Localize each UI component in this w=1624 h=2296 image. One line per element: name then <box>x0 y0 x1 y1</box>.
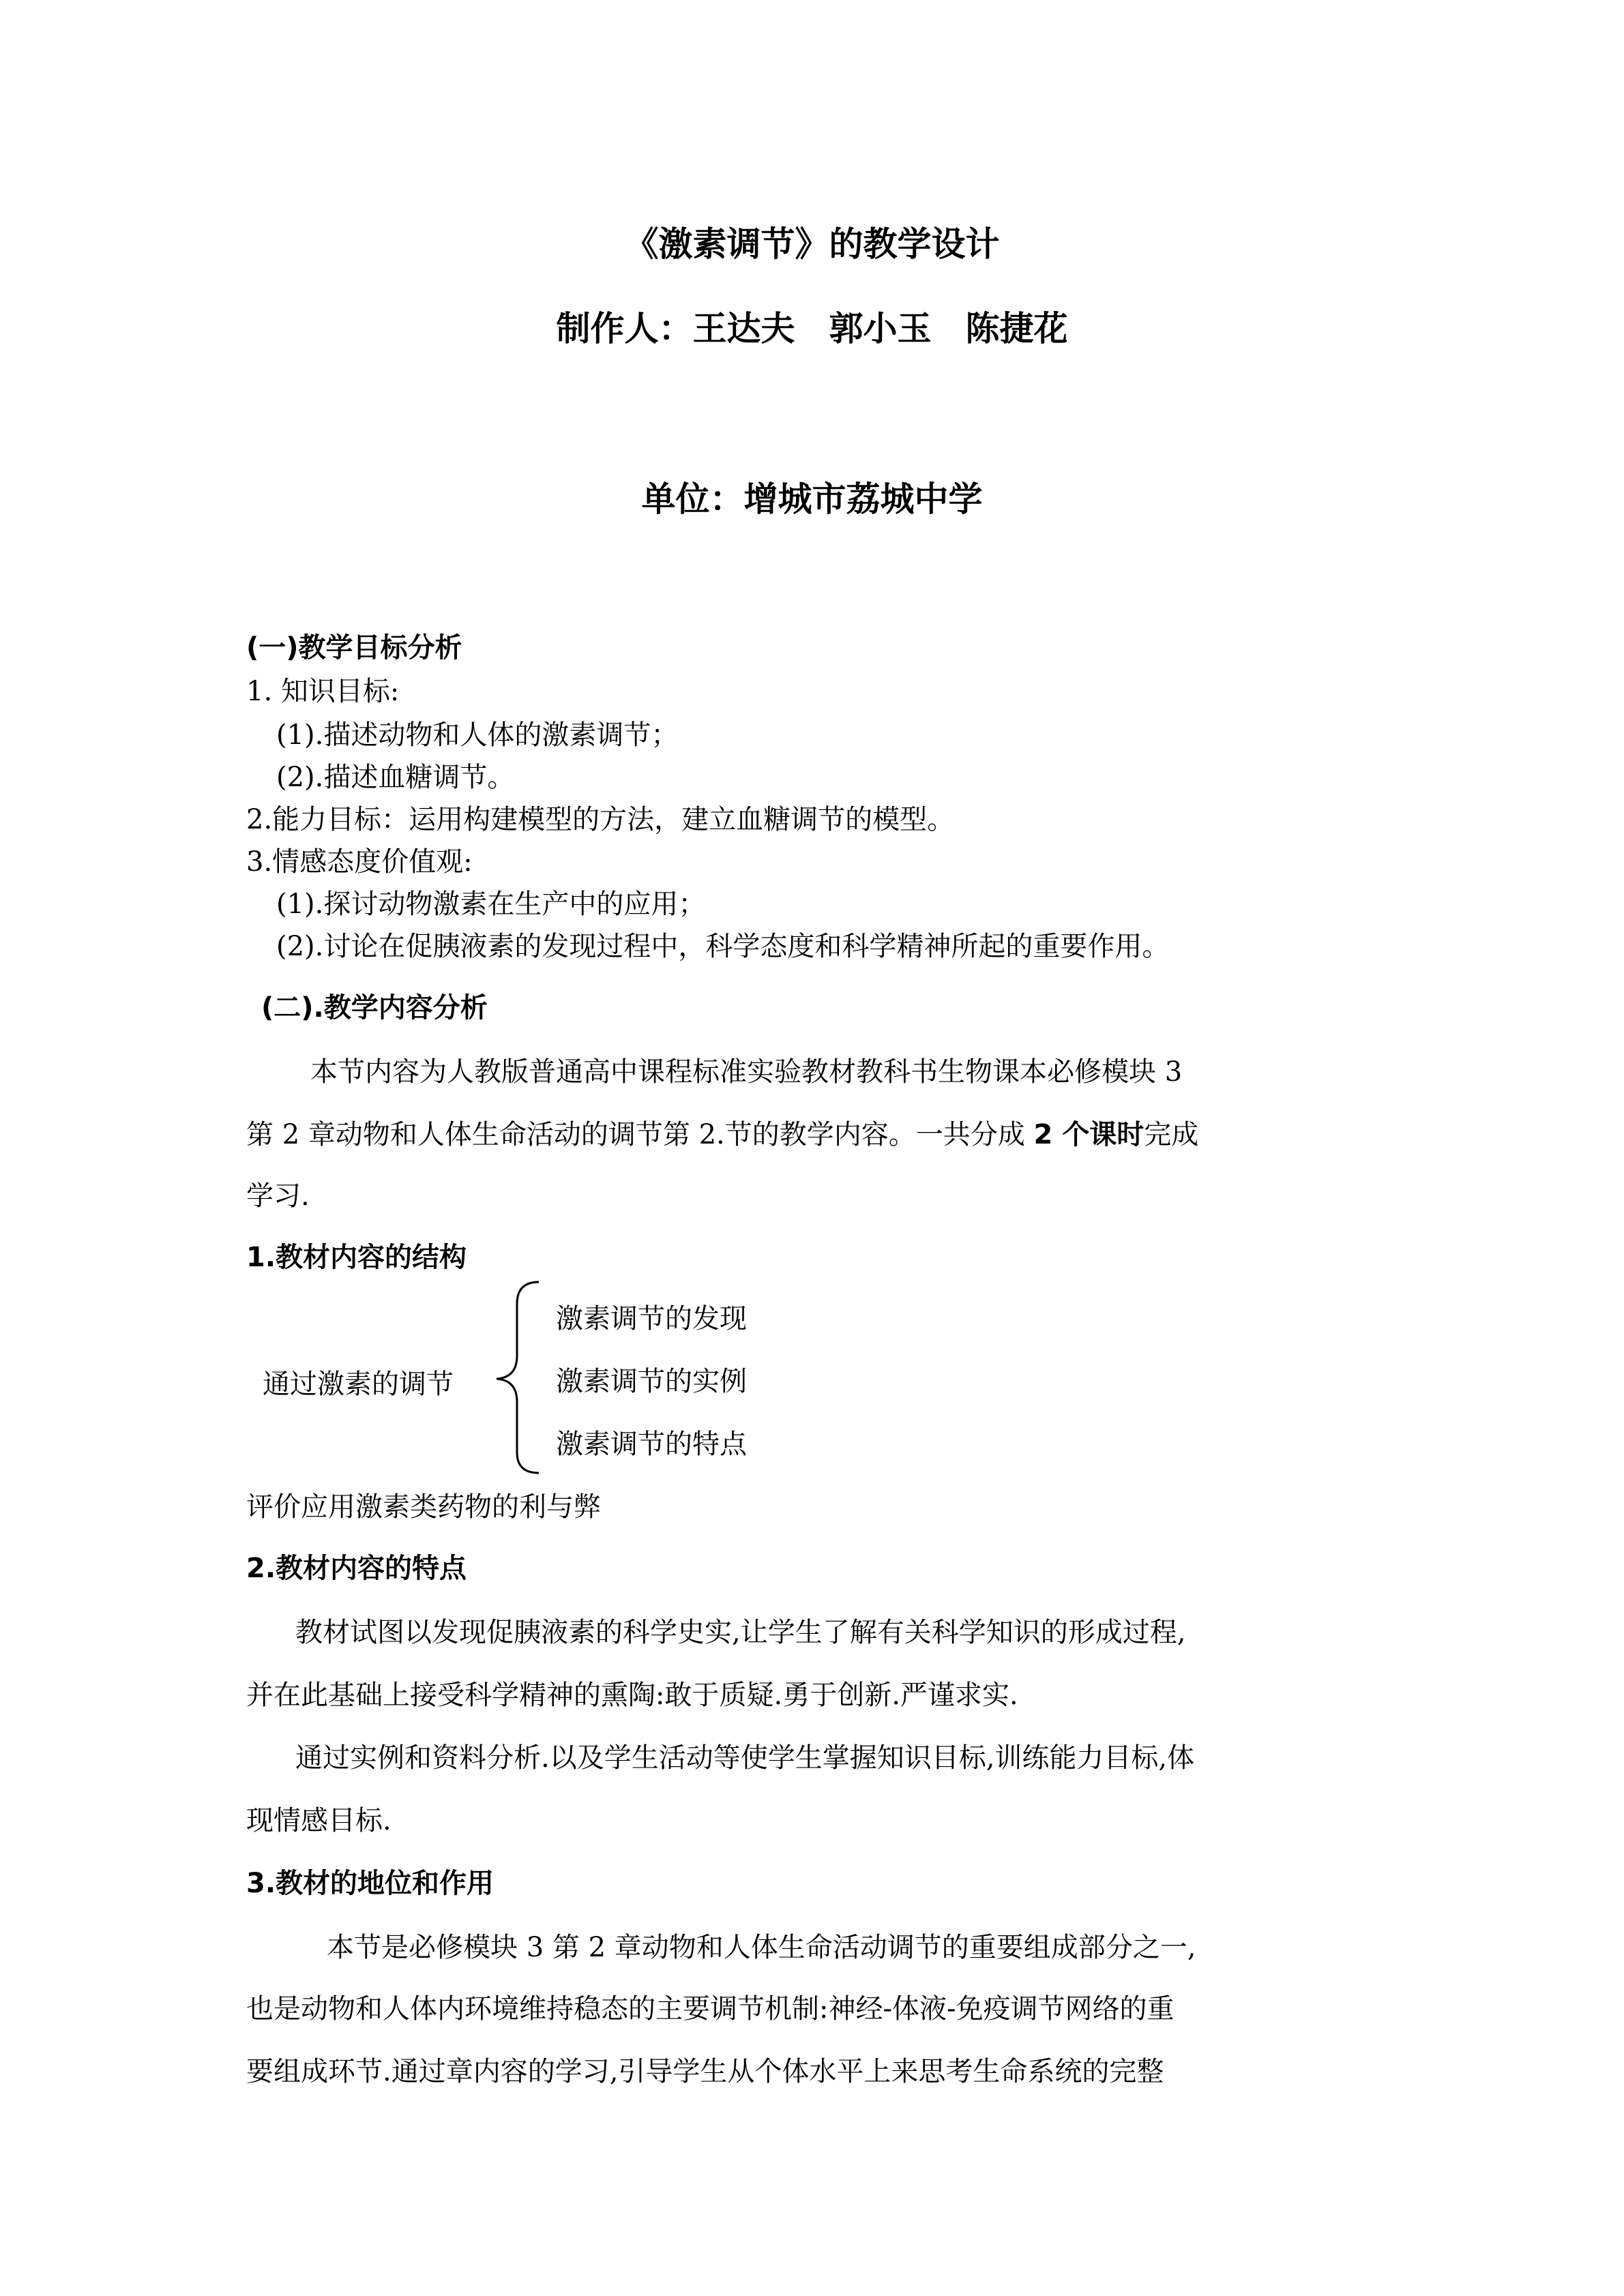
knowledge-goal-1: (1).描述动物和人体的激素调节； <box>276 719 679 751</box>
structure-branch-3: 激素调节的特点 <box>556 1429 747 1460</box>
position-line-1: 本节是必修模块 3 第 2 章动物和人体生命活动调节的重要组成部分之一, <box>327 1932 1196 1963</box>
structure-heading: 1.教材内容的结构 <box>246 1242 467 1273</box>
structure-after: 评价应用激素类药物的利与弊 <box>246 1491 601 1523</box>
ability-goal: 2.能力目标：运用构建模型的方法，建立血糖调节的模型。 <box>246 804 955 835</box>
document-title: 《激素调节》的教学设计 <box>624 224 1000 264</box>
knowledge-goal-label: 1. 知识目标: <box>246 676 400 707</box>
knowledge-goal-2: (2).描述血糖调节。 <box>276 762 515 793</box>
features-paragraph-1-line-1: 教材试图以发现促胰液素的科学史实,让学生了解有关科学知识的形成过程, <box>295 1617 1186 1648</box>
position-heading: 3.教材的地位和作用 <box>246 1868 494 1899</box>
features-paragraph-2-line-1: 通过实例和资料分析.以及学生活动等使学生掌握知识目标,训练能力目标,体 <box>295 1742 1195 1774</box>
structure-branch-2: 激素调节的实例 <box>556 1366 747 1397</box>
lesson-count: 2 个课时 <box>1033 1119 1145 1150</box>
section-heading-objectives: (一)教学目标分析 <box>246 632 462 664</box>
position-line-2: 也是动物和人体内环境维持稳态的主要调节机制:神经-体液-免疫调节网络的重 <box>246 1993 1175 2025</box>
unit-line: 单位：增城市荔城中学 <box>641 479 983 519</box>
structure-branch-1: 激素调节的发现 <box>556 1303 747 1335</box>
content-paragraph-line-3: 学习. <box>246 1180 310 1212</box>
authors-line: 制作人：王达夫 郭小玉 陈捷花 <box>556 309 1068 348</box>
section-heading-content: (二).教学内容分析 <box>261 992 488 1024</box>
position-line-3: 要组成环节.通过章内容的学习,引导学生从个体水平上来思考生命系统的完整 <box>246 2056 1164 2087</box>
emotion-goal-label: 3.情感态度价值观: <box>246 846 473 878</box>
features-paragraph-2-line-2: 现情感目标. <box>246 1805 392 1836</box>
content-text-b: 完成 <box>1144 1119 1199 1150</box>
features-paragraph-1-line-2: 并在此基础上接受科学精神的熏陶:敢于质疑.勇于创新.严谨求实. <box>246 1680 1018 1711</box>
features-heading: 2.教材内容的特点 <box>246 1553 467 1584</box>
emotion-goal-1: (1).探讨动物激素在生产中的应用； <box>276 889 706 920</box>
emotion-goal-2: (2).讨论在促胰液素的发现过程中，科学态度和科学精神所起的重要作用。 <box>276 931 1170 962</box>
structure-root: 通过激素的调节 <box>263 1369 454 1400</box>
content-paragraph-line-1: 本节内容为人教版普通高中课程标准实验教材教科书生物课本必修模块 3 <box>310 1056 1183 1088</box>
content-text-a: 第 2 章动物和人体生命活动的调节第 2.节的教学内容。一共分成 <box>246 1119 1034 1150</box>
